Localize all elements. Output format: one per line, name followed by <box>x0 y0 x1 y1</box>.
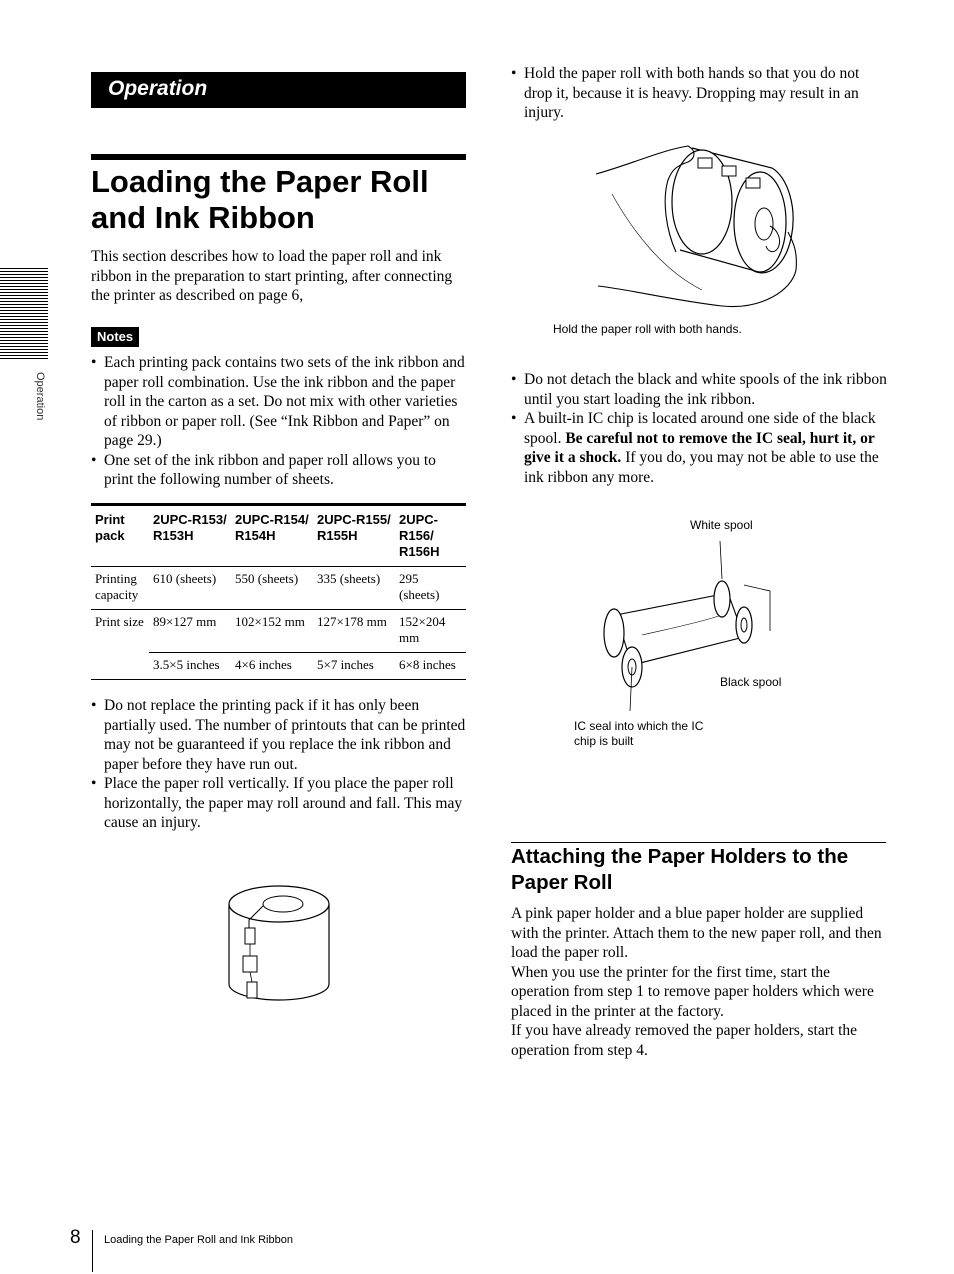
list-item: • Hold the paper roll with both hands so that you do not drop it, because it is heavy. Dropping may result in an injury. <box>511 64 889 123</box>
table-cell: 102×152 mm <box>231 610 313 653</box>
table-cell: 6×8 inches <box>395 653 466 680</box>
white-spool-label: White spool <box>690 518 753 532</box>
page-title: Loading the Paper Roll and Ink Ribbon <box>91 164 429 235</box>
title-rule <box>91 154 466 160</box>
table-cell: 4×6 inches <box>231 653 313 680</box>
sub-section-text <box>511 904 891 1060</box>
right-notes-list-2 <box>511 370 889 487</box>
print-pack-table <box>91 503 466 680</box>
paragraph: When you use the printer for the first time, start the operation from step 1 to remove paper holders which were placed in the printer at the factory. <box>511 963 874 1020</box>
list-item: • Each printing pack contains two sets of the ink ribbon and paper roll combination. Use the ink ribbon and the paper roll in the carton as a set. Do not mix with other varieties of ribbon or paper roll. (See “Ink Ribbon and Paper” on page 29.) <box>91 353 467 451</box>
table-row <box>91 567 466 610</box>
ic-seal-label: IC seal into which the IC chip is built <box>574 719 704 748</box>
page-number: 8 <box>70 1227 81 1248</box>
table-cell: 5×7 inches <box>313 653 395 680</box>
black-spool-label: Black spool <box>720 675 782 689</box>
sub-heading: Attaching the Paper Holders to the Paper Roll <box>511 845 849 894</box>
table-cell: Print size <box>95 614 144 629</box>
section-header-bar: Operation <box>91 72 466 108</box>
notes-list <box>91 353 467 490</box>
list-item <box>511 409 889 487</box>
hands-holding-roll-illustration <box>592 140 807 320</box>
notes-badge: Notes <box>91 327 139 347</box>
table-cell: 127×178 mm <box>313 610 395 653</box>
table-row <box>91 653 466 680</box>
right-notes-list <box>511 64 889 123</box>
hands-caption: Hold the paper roll with both hands. <box>553 322 742 336</box>
intro-paragraph: This section describes how to load the paper roll and ink ribbon in the preparation to start printing, after connecting the printer as described on page 6, <box>91 248 453 304</box>
table-cell: 295 (sheets) <box>395 567 466 610</box>
paragraph: A pink paper holder and a blue paper holder are supplied with the printer. Attach them to the new paper roll, and then load the paper roll. <box>511 905 882 961</box>
table-header-cell: 2UPC-R156/ R156H <box>395 505 466 567</box>
table-cell: 3.5×5 inches <box>149 653 231 680</box>
notes-list-continued <box>91 696 467 833</box>
table-cell: 335 (sheets) <box>313 567 395 610</box>
ic-chip-note-end: If you do, you may not be able to use the ink ribbon any more. <box>524 449 879 486</box>
footer-rule <box>92 1230 93 1272</box>
table-row <box>91 610 466 653</box>
side-tab-marker <box>0 268 48 360</box>
list-item: • One set of the ink ribbon and paper roll allows you to print the following number of sheets. <box>91 451 467 490</box>
footer-running-title: Loading the Paper Roll and Ink Ribbon <box>104 1234 293 1246</box>
side-tab-label: Operation <box>34 372 46 421</box>
paper-roll-illustration <box>225 880 333 1004</box>
table-cell: 152×204 mm <box>395 610 466 653</box>
table-cell: 610 (sheets) <box>149 567 231 610</box>
table-cell: Printing capacity <box>91 567 149 610</box>
table-header-cell: 2UPC-R153/ R153H <box>149 505 231 567</box>
table-cell: 550 (sheets) <box>231 567 313 610</box>
table-header-row <box>91 505 466 567</box>
list-item: • Do not detach the black and white spools of the ink ribbon until you start loading the ink ribbon. <box>511 370 889 409</box>
ic-chip-note: A built-in IC chip is located around one side of the black spool. <box>524 410 876 447</box>
table-header-cell: 2UPC-R155/ R155H <box>313 505 395 567</box>
table-header-cell: Print pack <box>91 505 149 567</box>
list-item: • Place the paper roll vertically. If you place the paper roll horizontally, the paper may roll around and fall. This may cause an injury. <box>91 774 467 833</box>
ic-seal-warning: Be careful not to remove the IC seal, hurt it, or give it a shock. <box>524 429 875 466</box>
subheading-rule <box>511 842 886 843</box>
table-header-cell: 2UPC-R154/ R154H <box>231 505 313 567</box>
table-cell: 89×127 mm <box>149 610 231 653</box>
paragraph: If you have already removed the paper holders, start the operation from step 4. <box>511 1022 858 1059</box>
table-cell <box>91 653 149 680</box>
list-item: • Do not replace the printing pack if it has only been partially used. The number of printouts that can be printed may not be guaranteed if you replace the ink ribbon and paper before they have run out. <box>91 696 467 774</box>
